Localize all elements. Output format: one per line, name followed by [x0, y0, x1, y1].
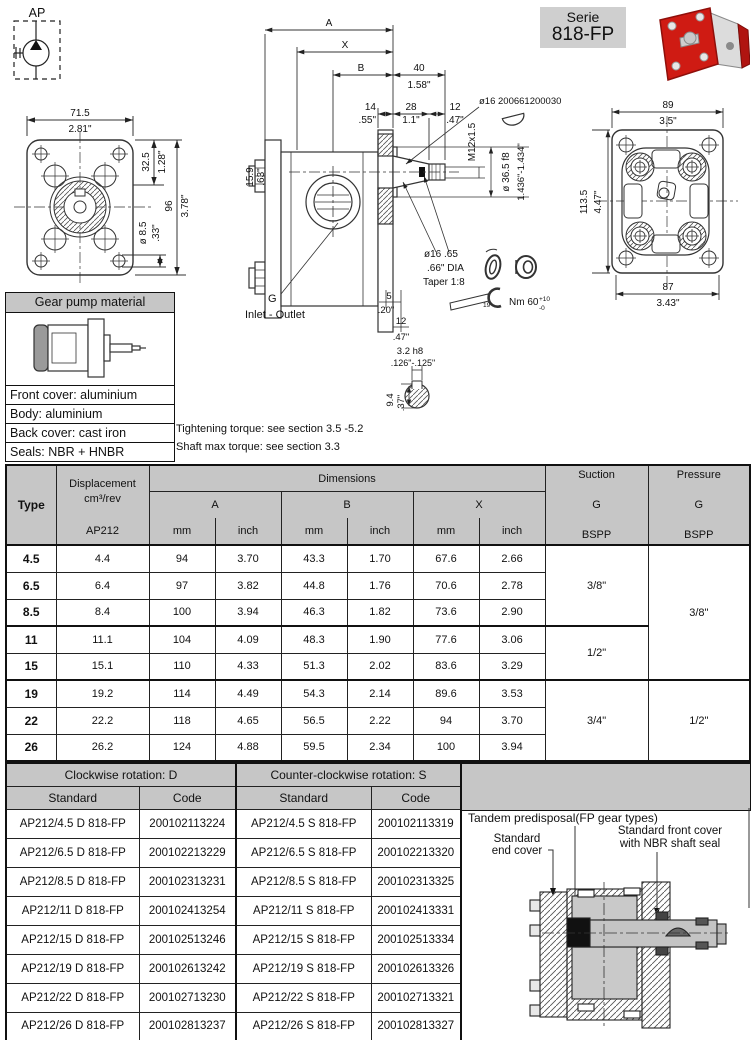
- cell: 94: [413, 707, 479, 734]
- cell: 118: [149, 707, 215, 734]
- cell: 97: [149, 572, 215, 599]
- suction-group-3: 3/4": [545, 680, 648, 761]
- cell: 2.14: [347, 680, 413, 707]
- header-row-1: [6, 465, 750, 492]
- sv-14-in: .55": [358, 115, 376, 126]
- sv-torque-minus: -0: [539, 305, 545, 312]
- cell: 6.5: [6, 572, 56, 599]
- key-cross-section: [405, 381, 429, 408]
- cell: 11: [6, 626, 56, 653]
- col-type: Type: [6, 465, 56, 545]
- material-box-title: Gear pump material: [6, 293, 174, 313]
- washer-icon: [483, 249, 502, 280]
- cell: 11.1: [56, 626, 149, 653]
- cell: 200102513334: [371, 925, 461, 954]
- cell: 22.2: [56, 707, 149, 734]
- suction-bspp-label: BSPP: [581, 529, 612, 541]
- fv-pcd-mm: 32.5: [141, 152, 152, 172]
- material-seals: Seals: NBR + HNBR: [10, 445, 125, 459]
- cw-standard-header: Standard: [6, 786, 139, 809]
- ap-label: AP: [28, 6, 46, 20]
- cell: AP212/11 D 818-FP: [6, 896, 139, 925]
- cell: AP212/26 D 818-FP: [6, 1012, 139, 1040]
- cell: 8.5: [6, 599, 56, 626]
- suction-group-1: 3/8": [545, 545, 648, 626]
- fv-width-mm: 71.5: [70, 108, 90, 119]
- bv-base-mm: 87: [662, 282, 674, 293]
- woodruff-key-icon: [502, 113, 526, 127]
- codes-row: [6, 896, 461, 925]
- cw-code-header: Code: [139, 786, 236, 809]
- cell: 1.76: [347, 572, 413, 599]
- col-x-inch: inch: [479, 518, 545, 545]
- cell: 200102813237: [139, 1012, 236, 1040]
- codes-row: [6, 925, 461, 954]
- col-suction: [545, 465, 648, 545]
- cell: 2.22: [347, 707, 413, 734]
- cell: 15: [6, 653, 56, 680]
- cell: 8.4: [56, 599, 149, 626]
- col-b-mm: mm: [281, 518, 347, 545]
- pressure-bspp-label: BSPP: [684, 529, 714, 541]
- codes-row: [6, 983, 461, 1012]
- codes-header-2: [6, 786, 461, 809]
- cell: 200102413254: [139, 896, 236, 925]
- cell: 59.5: [281, 734, 347, 761]
- sv-159-mm: 15.9: [245, 167, 256, 187]
- sv-14-mm: 14: [364, 102, 376, 113]
- cell: 200102113319: [371, 809, 461, 838]
- cell: 73.6: [413, 599, 479, 626]
- ccw-standard-header: Standard: [236, 786, 371, 809]
- suction-g-label: G: [592, 499, 601, 511]
- codes-row: [6, 1012, 461, 1040]
- sv-12b-in: .47": [392, 332, 410, 343]
- dim-row: [6, 545, 750, 572]
- cell: AP212/4.5 D 818-FP: [6, 809, 139, 838]
- cell: 200102813327: [371, 1012, 461, 1040]
- cell: 4.33: [215, 653, 281, 680]
- cell: AP212/4.5 S 818-FP: [236, 809, 371, 838]
- cell: 70.6: [413, 572, 479, 599]
- cell: AP212/22 D 818-FP: [6, 983, 139, 1012]
- cell: AP212/15 S 818-FP: [236, 925, 371, 954]
- cell: 26.2: [56, 734, 149, 761]
- cell: 54.3: [281, 680, 347, 707]
- sv-12-in: .47": [446, 115, 464, 126]
- suction-group-2: 1/2": [545, 626, 648, 680]
- front-cover-label-2: with NBR shaft seal: [619, 838, 721, 850]
- sv-28-mm: 28: [405, 102, 417, 113]
- fv-width-in: 2.81": [68, 124, 92, 135]
- cell: AP212/22 S 818-FP: [236, 983, 371, 1012]
- end-cover-label-1: Standard: [493, 833, 541, 845]
- side-view-drawing: [243, 10, 565, 425]
- material-back-cover: Back cover: cast iron: [6, 424, 174, 443]
- cell: 200102713321: [371, 983, 461, 1012]
- cell: 114: [149, 680, 215, 707]
- col-b: B: [281, 492, 413, 519]
- col-b-inch: inch: [347, 518, 413, 545]
- col-a: A: [149, 492, 281, 519]
- bv-height-in: 4.47": [593, 190, 604, 214]
- cell: 4.4: [56, 545, 149, 572]
- displacement-line1: Displacement: [69, 478, 136, 491]
- cell: 200102413331: [371, 896, 461, 925]
- sv-dim-a: A: [325, 18, 333, 29]
- sv-thread: M12x1.5: [467, 122, 478, 162]
- cell: 2.90: [479, 599, 545, 626]
- cell: 3.70: [479, 707, 545, 734]
- sv-159-in: .63": [256, 168, 267, 186]
- bv-width-mm: 89: [662, 100, 674, 111]
- col-ap212: AP212: [56, 518, 149, 545]
- cell: 1.82: [347, 599, 413, 626]
- cell: AP212/8.5 S 818-FP: [236, 867, 371, 896]
- cell: AP212/19 S 818-FP: [236, 954, 371, 983]
- sv-5-in: .20": [377, 305, 395, 316]
- sv-12-mm: 12: [449, 102, 461, 113]
- cell: 19: [6, 680, 56, 707]
- ccw-header: Counter-clockwise rotation: S: [236, 763, 461, 786]
- front-cover-label-1: Standard front cover: [617, 825, 723, 837]
- codes-row: [6, 867, 461, 896]
- codes-table: [5, 762, 462, 1040]
- cell: 200102313325: [371, 867, 461, 896]
- center-port: [657, 181, 677, 201]
- nut-icon: [516, 256, 536, 278]
- fv-pcd-in: 1.28": [157, 150, 168, 174]
- cell: 4.49: [215, 680, 281, 707]
- cell: 48.3: [281, 626, 347, 653]
- cell: 4.65: [215, 707, 281, 734]
- cell: 83.6: [413, 653, 479, 680]
- pressure-label: Pressure: [676, 469, 721, 481]
- wrench-icon: [450, 289, 501, 310]
- cell: 200102613242: [139, 954, 236, 983]
- col-x: X: [413, 492, 545, 519]
- cell: 2.34: [347, 734, 413, 761]
- cell: 124: [149, 734, 215, 761]
- cell: 3.06: [479, 626, 545, 653]
- tandem-title: Tandem predisposal(FP gear types): [468, 811, 658, 825]
- cell: 56.5: [281, 707, 347, 734]
- codes-row: [6, 809, 461, 838]
- displacement-line2: cm³/rev: [84, 493, 121, 506]
- bv-base-in: 3.43": [656, 298, 680, 309]
- col-dimensions: Dimensions: [149, 465, 545, 492]
- cell: 22: [6, 707, 56, 734]
- codes-row: [6, 954, 461, 983]
- sv-key-in: .126"-.125": [390, 358, 436, 368]
- cell: 6.4: [56, 572, 149, 599]
- cell: 3.94: [479, 734, 545, 761]
- sv-taper-in: .66" DIA: [427, 263, 464, 274]
- codes-row: [6, 838, 461, 867]
- cell: 3.53: [479, 680, 545, 707]
- material-box-drawing: [6, 313, 174, 386]
- cell: 44.8: [281, 572, 347, 599]
- fv-hole-in: .33": [151, 224, 162, 242]
- col-a-mm: mm: [149, 518, 215, 545]
- cell: 77.6: [413, 626, 479, 653]
- shaft-torque-note: Shaft max torque: see section 3.3: [176, 441, 340, 453]
- sv-dim-x: X: [341, 40, 349, 51]
- cell: AP212/6.5 S 818-FP: [236, 838, 371, 867]
- series-word: Serie: [566, 9, 600, 25]
- material-front-cover: Front cover: aluminium: [6, 386, 174, 405]
- sv-key-mm: 3.2 h8: [396, 346, 424, 357]
- cell: 94: [149, 545, 215, 572]
- cell: 19.2: [56, 680, 149, 707]
- fv-hole-mm: ø 8.5: [138, 221, 149, 245]
- sv-wrench-size: 19: [483, 302, 491, 309]
- bv-width-in: 3.5": [659, 116, 677, 127]
- cell: 3.94: [215, 599, 281, 626]
- cell: 3.82: [215, 572, 281, 599]
- codes-header-1: [6, 763, 461, 786]
- cell: 200102113224: [139, 809, 236, 838]
- cell: 3.70: [215, 545, 281, 572]
- ccw-code-header: Code: [371, 786, 461, 809]
- sv-keyh-in: .37": [396, 394, 407, 412]
- pressure-group-2: 1/2": [648, 680, 750, 761]
- pump-photo: [646, 2, 750, 96]
- cell: 4.09: [215, 626, 281, 653]
- cell: 200102313231: [139, 867, 236, 896]
- cell: 15.1: [56, 653, 149, 680]
- cell: AP212/8.5 D 818-FP: [6, 867, 139, 896]
- pressure-g-label: G: [694, 499, 704, 511]
- cell: 110: [149, 653, 215, 680]
- series-number: 818-FP: [551, 24, 615, 45]
- fv-height-in: 3.78": [180, 194, 191, 218]
- sv-torque: Nm 60: [509, 297, 539, 308]
- dimensions-table: [5, 464, 751, 762]
- codes-header-extension: [460, 762, 751, 811]
- cell: AP212/6.5 D 818-FP: [6, 838, 139, 867]
- material-box: [5, 292, 175, 462]
- cell: 2.02: [347, 653, 413, 680]
- back-view-drawing: [578, 88, 754, 340]
- sv-12b-mm: 12: [395, 316, 407, 327]
- sv-pilot-in: 1.436"-1.434": [516, 143, 527, 201]
- cell: AP212/26 S 818-FP: [236, 1012, 371, 1040]
- sv-keyh-mm: 9.4: [385, 393, 396, 407]
- cell: 51.3: [281, 653, 347, 680]
- sv-taper-ratio: Taper 1:8: [423, 277, 465, 288]
- pressure-group-1: 3/8": [648, 545, 750, 680]
- sv-40-in: 1.58": [407, 80, 431, 91]
- sv-pilot-mm: ø 36.5 f8: [501, 152, 512, 192]
- dim-row: [6, 680, 750, 707]
- col-a-inch: inch: [215, 518, 281, 545]
- cell: 1.70: [347, 545, 413, 572]
- bv-height-mm: 113.5: [579, 189, 590, 215]
- ap-pump-symbol-icon: [6, 4, 68, 90]
- fv-height-mm: 96: [164, 200, 175, 212]
- tandem-section-drawing: [460, 808, 754, 1040]
- torque-notes: [176, 420, 363, 456]
- end-cover-label-2: end cover: [491, 845, 543, 857]
- cell: 4.5: [6, 545, 56, 572]
- cw-header: Clockwise rotation: D: [6, 763, 236, 786]
- cell: 43.3: [281, 545, 347, 572]
- col-x-mm: mm: [413, 518, 479, 545]
- cell: 200102513246: [139, 925, 236, 954]
- front-view-drawing: [14, 86, 204, 304]
- cell: AP212/19 D 818-FP: [6, 954, 139, 983]
- cell: 4.88: [215, 734, 281, 761]
- sv-40-mm: 40: [413, 63, 425, 74]
- sv-dim-b: B: [357, 63, 365, 74]
- dim-row: [6, 626, 750, 653]
- cell: 26: [6, 734, 56, 761]
- sv-port-name: Inlet - Outlet: [245, 309, 305, 321]
- sv-shaft-code: ø16 200661200030: [479, 96, 562, 107]
- cell: 89.6: [413, 680, 479, 707]
- cell: 2.66: [479, 545, 545, 572]
- cell: 100: [413, 734, 479, 761]
- cell: 200102213229: [139, 838, 236, 867]
- cell: 2.78: [479, 572, 545, 599]
- sv-taper-mm: ø16 .65: [424, 249, 458, 260]
- tightening-torque-note: Tightening torque: see section 3.5 -5.2: [176, 423, 364, 435]
- col-displacement: [56, 465, 149, 518]
- cell: AP212/11 S 818-FP: [236, 896, 371, 925]
- sv-28-in: 1.1": [402, 115, 420, 126]
- cell: 67.6: [413, 545, 479, 572]
- cell: 3.29: [479, 653, 545, 680]
- cell: 1.90: [347, 626, 413, 653]
- col-pressure: [648, 465, 750, 545]
- cell: 200102213320: [371, 838, 461, 867]
- cell: 104: [149, 626, 215, 653]
- pump-section-icon: [6, 313, 172, 384]
- suction-label: Suction: [578, 469, 615, 481]
- cell: 200102713230: [139, 983, 236, 1012]
- sv-port-label: G: [268, 293, 277, 305]
- cell: AP212/15 D 818-FP: [6, 925, 139, 954]
- cell: 200102613326: [371, 954, 461, 983]
- sv-5-mm: 5: [386, 291, 392, 302]
- cell: 100: [149, 599, 215, 626]
- cell: 46.3: [281, 599, 347, 626]
- material-body: Body: aluminium: [6, 405, 174, 424]
- sv-torque-plus: +10: [539, 296, 551, 303]
